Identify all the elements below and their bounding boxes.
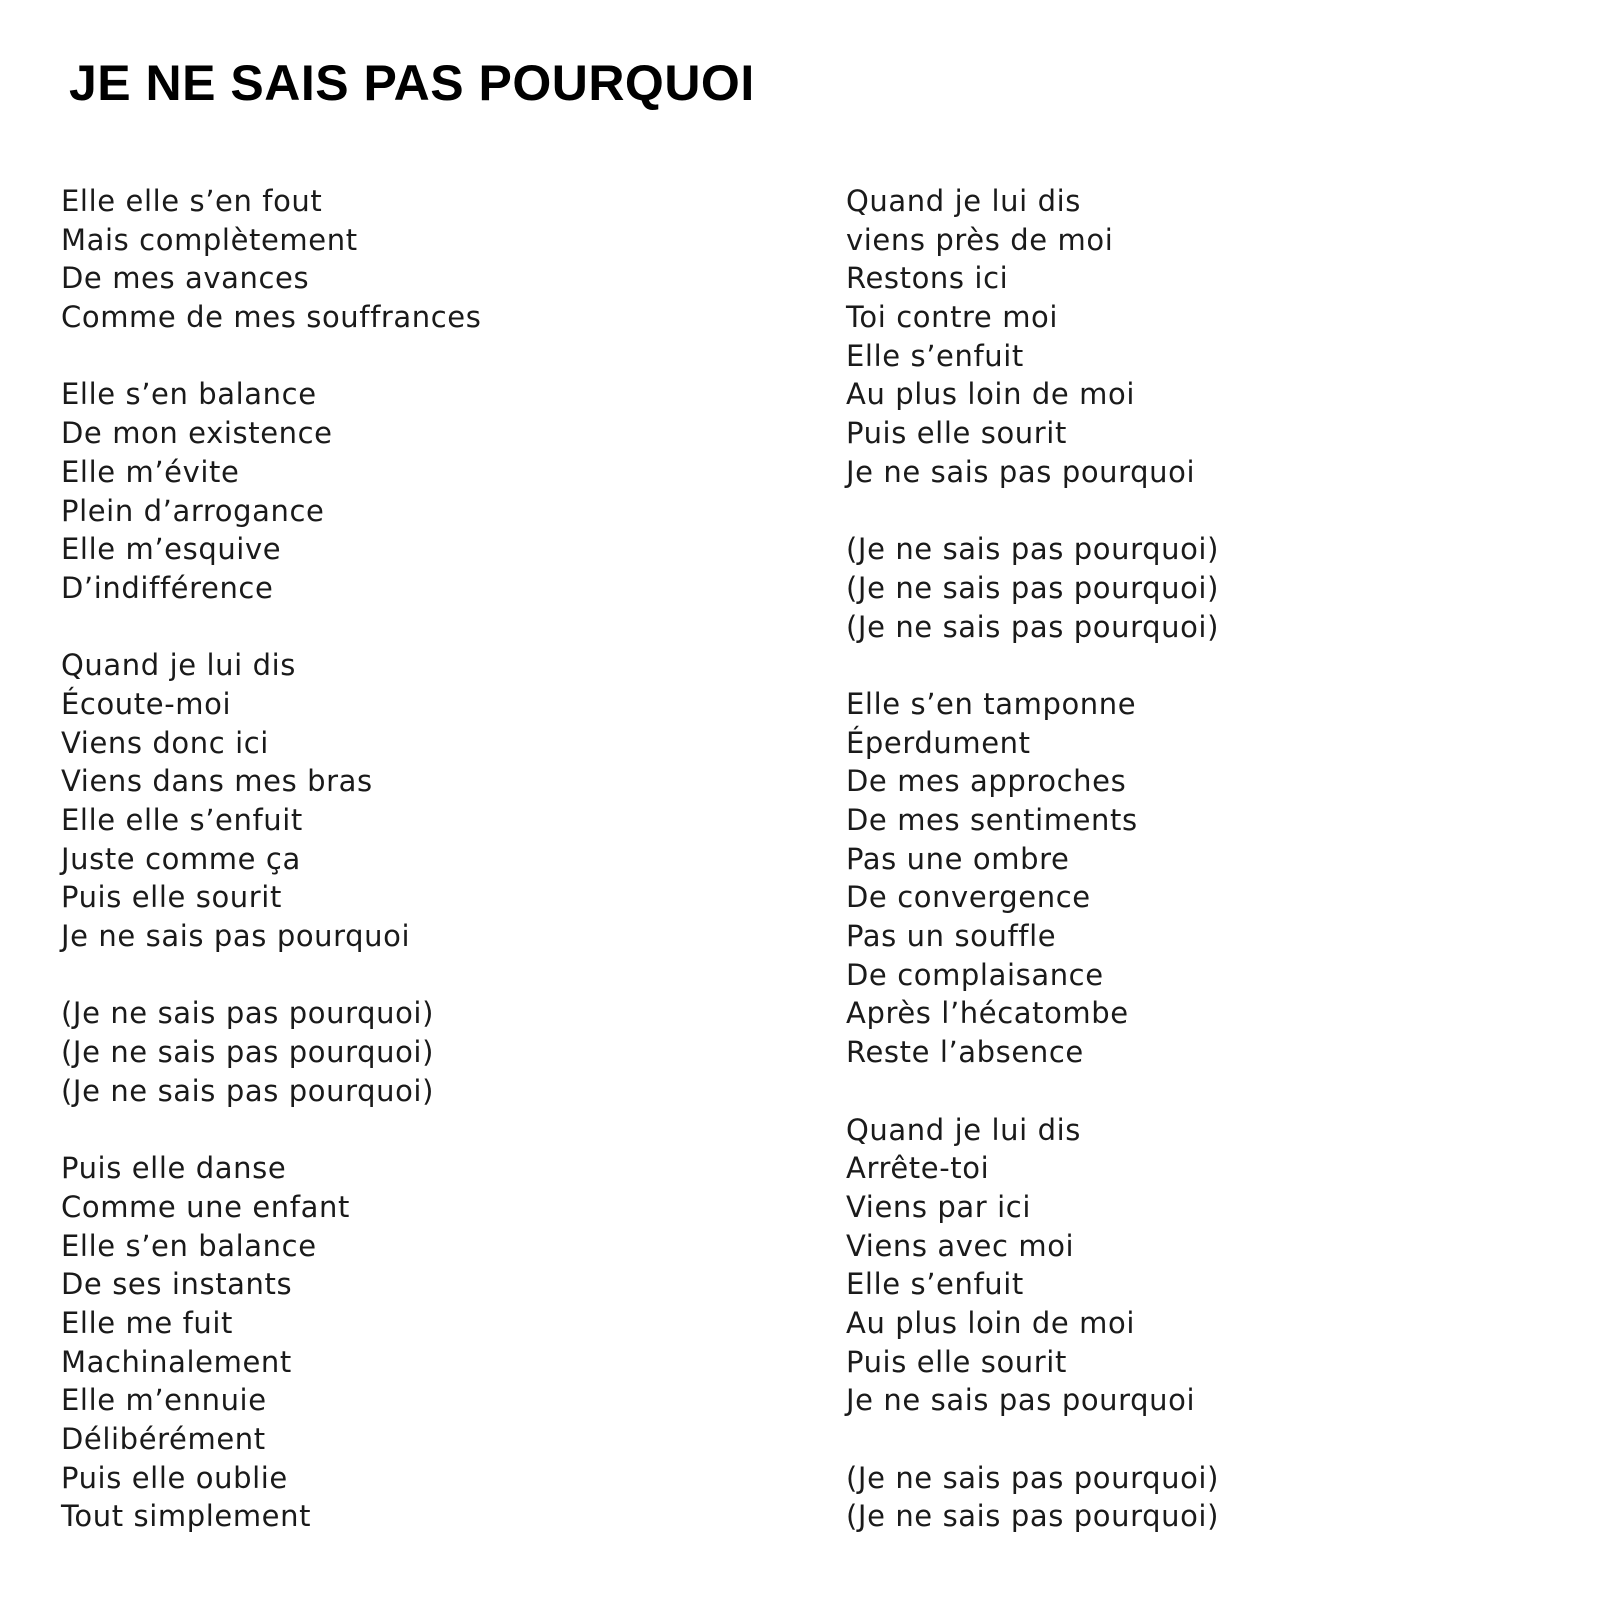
lyric-line: Elle m’évite — [61, 454, 240, 489]
lyric-line: Viens avec moi — [846, 1228, 1075, 1263]
lyric-line: Elle m’esquive — [61, 532, 282, 567]
lyric-line: Au plus loin de moi — [846, 1305, 1135, 1340]
lyric-line: (Je ne sais pas pourquoi) — [846, 532, 1219, 567]
stanza — [846, 530, 1546, 646]
stanza — [61, 375, 761, 607]
page-title: JE NE SAIS PAS POURQUOI — [69, 55, 755, 111]
lyric-line: Viens par ici — [846, 1189, 1031, 1224]
lyric-line: (Je ne sais pas pourquoi) — [61, 1035, 434, 1070]
lyric-line: Machinalement — [61, 1344, 292, 1379]
lyric-line: (Je ne sais pas pourquoi) — [61, 1073, 434, 1108]
stanza — [846, 182, 1546, 492]
stanza — [846, 1459, 1546, 1536]
lyric-line: Arrête-toi — [846, 1151, 990, 1186]
lyric-line: Elle s’en balance — [61, 1228, 317, 1263]
lyric-line: (Je ne sais pas pourquoi) — [846, 1499, 1219, 1534]
lyric-line: Elle m’ennuie — [61, 1383, 267, 1418]
lyric-line: Au plus loin de moi — [846, 377, 1135, 412]
lyric-line: Délibérément — [61, 1422, 266, 1456]
lyric-line: Elle s’enfuit — [846, 338, 1024, 373]
lyric-line: (Je ne sais pas pourquoi) — [846, 570, 1219, 605]
lyric-line: Pas un souffle — [846, 919, 1057, 954]
lyric-line: D’indifférence — [61, 570, 274, 605]
lyric-line: De mes avances — [61, 261, 310, 296]
stanza — [61, 1149, 761, 1536]
stanza — [61, 182, 761, 337]
stanza — [61, 994, 761, 1110]
lyric-line: Elle s’en tamponne — [846, 686, 1137, 721]
lyric-line: Elle s’en balance — [61, 377, 317, 412]
lyric-line: De mon existence — [61, 416, 333, 451]
lyric-line: Mais complètement — [61, 222, 358, 257]
lyric-line: Viens dans mes bras — [61, 764, 373, 799]
lyric-line: Je ne sais pas pourquoi — [61, 919, 411, 954]
lyric-line: Écoute-moi — [61, 686, 232, 721]
lyric-line: Éperdument — [846, 725, 1031, 760]
lyric-line: Quand je lui dis — [61, 648, 296, 683]
lyric-line: Tout simplement — [61, 1499, 312, 1534]
stanza — [846, 685, 1546, 1072]
lyric-line: Viens donc ici — [61, 725, 269, 760]
lyric-line: (Je ne sais pas pourquoi) — [61, 996, 434, 1031]
lyric-line: viens près de moi — [846, 222, 1114, 257]
lyric-line: Elle me fuit — [61, 1305, 234, 1340]
lyrics-column-left — [61, 182, 761, 1575]
lyric-line: Quand je lui dis — [846, 184, 1081, 218]
lyrics-column-right — [846, 182, 1546, 1575]
stanza — [846, 1111, 1546, 1421]
lyric-line: (Je ne sais pas pourquoi) — [846, 609, 1219, 644]
lyric-line: Après l’hécatombe — [846, 996, 1129, 1031]
lyric-line: Quand je lui dis — [846, 1112, 1081, 1147]
lyric-line: De convergence — [846, 880, 1091, 915]
lyric-line: Reste l’absence — [846, 1035, 1084, 1070]
lyric-line: Juste comme ça — [61, 841, 301, 876]
lyric-line: Puis elle oublie — [61, 1460, 288, 1495]
lyric-line: De mes sentiments — [846, 803, 1138, 837]
lyric-line: Toi contre moi — [846, 300, 1059, 335]
lyric-line: De ses instants — [61, 1267, 293, 1302]
lyric-line: Elle elle s’enfuit — [61, 803, 303, 837]
lyric-line: (Je ne sais pas pourquoi) — [846, 1460, 1219, 1495]
lyric-line: Elle elle s’en fout — [61, 184, 323, 218]
lyric-line: Plein d’arrogance — [61, 493, 325, 528]
lyric-line: De complaisance — [846, 957, 1104, 992]
lyric-line: Puis elle sourit — [61, 880, 282, 915]
lyric-line: Puis elle sourit — [846, 1344, 1067, 1379]
lyric-line: Comme une enfant — [61, 1189, 350, 1224]
lyric-line: Puis elle danse — [61, 1151, 287, 1186]
lyric-line: Elle s’enfuit — [846, 1267, 1024, 1302]
lyric-line: Je ne sais pas pourquoi — [846, 1383, 1196, 1418]
lyric-line: Puis elle sourit — [846, 416, 1067, 451]
stanza — [61, 646, 761, 956]
lyric-line: Je ne sais pas pourquoi — [846, 454, 1196, 489]
lyric-line: Restons ici — [846, 261, 1009, 296]
lyric-line: Comme de mes souffrances — [61, 300, 482, 335]
lyric-line: Pas une ombre — [846, 841, 1070, 876]
lyric-line: De mes approches — [846, 764, 1127, 799]
